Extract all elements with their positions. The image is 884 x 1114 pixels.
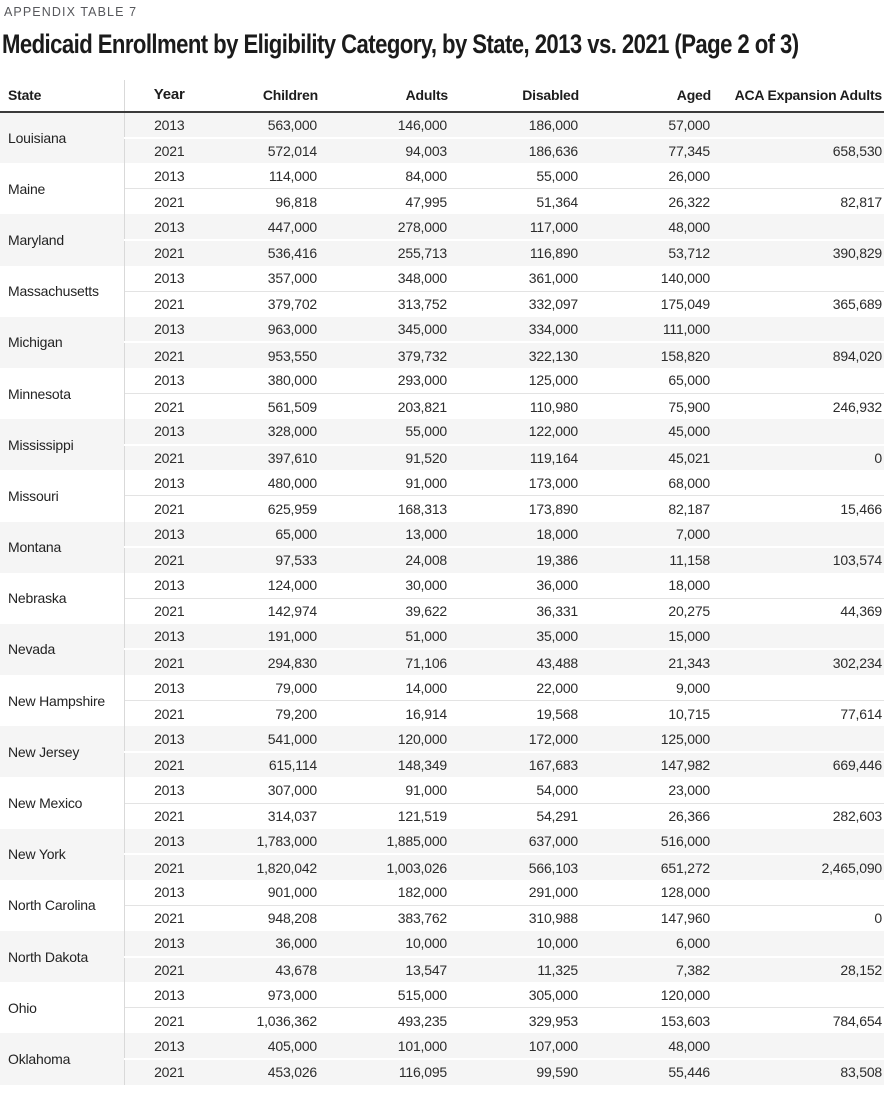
disabled-cell: 18,000 bbox=[448, 522, 579, 548]
year-cell: 2013 bbox=[124, 266, 214, 292]
year-cell: 2021 bbox=[124, 138, 214, 164]
aca-expansion-adults-cell: 77,614 bbox=[711, 701, 884, 727]
adults-cell: 348,000 bbox=[318, 266, 448, 292]
aca-expansion-adults-cell: 282,603 bbox=[711, 803, 884, 829]
disabled-cell: 173,890 bbox=[448, 496, 579, 522]
aca-expansion-adults-cell: 669,446 bbox=[711, 752, 884, 778]
state-cell: Massachusetts bbox=[0, 266, 124, 317]
adults-cell: 203,821 bbox=[318, 394, 448, 420]
aca-expansion-adults-cell: 28,152 bbox=[711, 957, 884, 983]
aged-cell: 11,158 bbox=[579, 547, 711, 573]
year-cell: 2021 bbox=[124, 547, 214, 573]
state-cell: Oklahoma bbox=[0, 1033, 124, 1084]
adults-cell: 91,000 bbox=[318, 777, 448, 803]
year-cell: 2013 bbox=[124, 624, 214, 650]
table-row bbox=[0, 342, 884, 368]
adults-cell: 148,349 bbox=[318, 752, 448, 778]
children-cell: 307,000 bbox=[214, 777, 318, 803]
year-cell: 2013 bbox=[124, 317, 214, 343]
disabled-cell: 107,000 bbox=[448, 1033, 579, 1059]
aca-expansion-adults-cell: 894,020 bbox=[711, 342, 884, 368]
state-cell: Nebraska bbox=[0, 573, 124, 624]
year-cell: 2013 bbox=[124, 1033, 214, 1059]
table-row bbox=[0, 214, 884, 240]
adults-cell: 51,000 bbox=[318, 624, 448, 650]
year-cell: 2021 bbox=[124, 854, 214, 880]
table-row bbox=[0, 880, 884, 906]
disabled-cell: 22,000 bbox=[448, 675, 579, 701]
table-row bbox=[0, 982, 884, 1008]
table-row bbox=[0, 291, 884, 317]
adults-cell: 379,732 bbox=[318, 342, 448, 368]
adults-cell: 255,713 bbox=[318, 240, 448, 266]
aca-expansion-adults-cell bbox=[711, 214, 884, 240]
table-header bbox=[0, 80, 884, 112]
state-cell: New York bbox=[0, 829, 124, 880]
adults-cell: 146,000 bbox=[318, 112, 448, 138]
year-cell: 2013 bbox=[124, 368, 214, 394]
column-header-aged: Aged bbox=[579, 80, 711, 112]
aca-expansion-adults-cell: 103,574 bbox=[711, 547, 884, 573]
children-cell: 536,416 bbox=[214, 240, 318, 266]
table-row bbox=[0, 854, 884, 880]
children-cell: 561,509 bbox=[214, 394, 318, 420]
aged-cell: 48,000 bbox=[579, 1033, 711, 1059]
year-cell: 2013 bbox=[124, 112, 214, 138]
state-cell: Nevada bbox=[0, 624, 124, 675]
disabled-cell: 110,980 bbox=[448, 394, 579, 420]
adults-cell: 182,000 bbox=[318, 880, 448, 906]
state-cell: Montana bbox=[0, 522, 124, 573]
children-cell: 963,000 bbox=[214, 317, 318, 343]
aged-cell: 75,900 bbox=[579, 394, 711, 420]
adults-cell: 1,885,000 bbox=[318, 829, 448, 855]
disabled-cell: 332,097 bbox=[448, 291, 579, 317]
aca-expansion-adults-cell bbox=[711, 777, 884, 803]
year-cell: 2013 bbox=[124, 726, 214, 752]
disabled-cell: 54,291 bbox=[448, 803, 579, 829]
table-row bbox=[0, 240, 884, 266]
year-cell: 2013 bbox=[124, 163, 214, 189]
adults-cell: 84,000 bbox=[318, 163, 448, 189]
appendix-table-label: APPENDIX TABLE 7 bbox=[4, 5, 138, 19]
children-cell: 480,000 bbox=[214, 470, 318, 496]
disabled-cell: 51,364 bbox=[448, 189, 579, 215]
year-cell: 2013 bbox=[124, 214, 214, 240]
year-cell: 2021 bbox=[124, 291, 214, 317]
state-cell: New Mexico bbox=[0, 777, 124, 828]
disabled-cell: 637,000 bbox=[448, 829, 579, 855]
aca-expansion-adults-cell bbox=[711, 880, 884, 906]
aged-cell: 21,343 bbox=[579, 649, 711, 675]
adults-cell: 30,000 bbox=[318, 573, 448, 599]
aged-cell: 18,000 bbox=[579, 573, 711, 599]
table-row bbox=[0, 726, 884, 752]
children-cell: 1,820,042 bbox=[214, 854, 318, 880]
aca-expansion-adults-cell bbox=[711, 1033, 884, 1059]
aged-cell: 147,960 bbox=[579, 905, 711, 931]
aged-cell: 175,049 bbox=[579, 291, 711, 317]
aged-cell: 23,000 bbox=[579, 777, 711, 803]
page-header bbox=[0, 0, 884, 59]
table-row bbox=[0, 163, 884, 189]
table-row bbox=[0, 957, 884, 983]
children-cell: 405,000 bbox=[214, 1033, 318, 1059]
aca-expansion-adults-cell bbox=[711, 829, 884, 855]
year-cell: 2021 bbox=[124, 905, 214, 931]
adults-cell: 116,095 bbox=[318, 1059, 448, 1085]
children-cell: 43,678 bbox=[214, 957, 318, 983]
disabled-cell: 119,164 bbox=[448, 445, 579, 471]
disabled-cell: 54,000 bbox=[448, 777, 579, 803]
aged-cell: 26,000 bbox=[579, 163, 711, 189]
year-cell: 2021 bbox=[124, 240, 214, 266]
aca-expansion-adults-cell bbox=[711, 163, 884, 189]
state-cell: North Carolina bbox=[0, 880, 124, 931]
year-cell: 2021 bbox=[124, 394, 214, 420]
table-row bbox=[0, 931, 884, 957]
aged-cell: 57,000 bbox=[579, 112, 711, 138]
table-row bbox=[0, 1033, 884, 1059]
aged-cell: 7,000 bbox=[579, 522, 711, 548]
adults-cell: 10,000 bbox=[318, 931, 448, 957]
table-row bbox=[0, 368, 884, 394]
children-cell: 124,000 bbox=[214, 573, 318, 599]
aged-cell: 140,000 bbox=[579, 266, 711, 292]
aged-cell: 7,382 bbox=[579, 957, 711, 983]
children-cell: 1,036,362 bbox=[214, 1008, 318, 1034]
adults-cell: 293,000 bbox=[318, 368, 448, 394]
table-row bbox=[0, 445, 884, 471]
children-cell: 948,208 bbox=[214, 905, 318, 931]
aca-expansion-adults-cell: 246,932 bbox=[711, 394, 884, 420]
table-row bbox=[0, 317, 884, 343]
table-row bbox=[0, 1059, 884, 1085]
children-cell: 572,014 bbox=[214, 138, 318, 164]
year-cell: 2021 bbox=[124, 598, 214, 624]
children-cell: 314,037 bbox=[214, 803, 318, 829]
aged-cell: 120,000 bbox=[579, 982, 711, 1008]
aged-cell: 53,712 bbox=[579, 240, 711, 266]
aged-cell: 111,000 bbox=[579, 317, 711, 343]
adults-cell: 383,762 bbox=[318, 905, 448, 931]
year-cell: 2013 bbox=[124, 829, 214, 855]
state-cell: Michigan bbox=[0, 317, 124, 368]
adults-cell: 91,000 bbox=[318, 470, 448, 496]
year-cell: 2013 bbox=[124, 982, 214, 1008]
state-cell: North Dakota bbox=[0, 931, 124, 982]
aca-expansion-adults-cell bbox=[711, 675, 884, 701]
disabled-cell: 173,000 bbox=[448, 470, 579, 496]
column-header-adults: Adults bbox=[318, 80, 448, 112]
aca-expansion-adults-cell: 365,689 bbox=[711, 291, 884, 317]
children-cell: 447,000 bbox=[214, 214, 318, 240]
disabled-cell: 35,000 bbox=[448, 624, 579, 650]
aged-cell: 158,820 bbox=[579, 342, 711, 368]
aged-cell: 45,021 bbox=[579, 445, 711, 471]
children-cell: 114,000 bbox=[214, 163, 318, 189]
table-row bbox=[0, 189, 884, 215]
table-row bbox=[0, 624, 884, 650]
year-cell: 2013 bbox=[124, 573, 214, 599]
table-row bbox=[0, 573, 884, 599]
children-cell: 541,000 bbox=[214, 726, 318, 752]
adults-cell: 39,622 bbox=[318, 598, 448, 624]
aca-expansion-adults-cell bbox=[711, 112, 884, 138]
table-row bbox=[0, 419, 884, 445]
table-row bbox=[0, 701, 884, 727]
table-row bbox=[0, 547, 884, 573]
disabled-cell: 361,000 bbox=[448, 266, 579, 292]
disabled-cell: 43,488 bbox=[448, 649, 579, 675]
column-header-children: Children bbox=[214, 80, 318, 112]
disabled-cell: 167,683 bbox=[448, 752, 579, 778]
children-cell: 453,026 bbox=[214, 1059, 318, 1085]
table-row bbox=[0, 803, 884, 829]
disabled-cell: 36,000 bbox=[448, 573, 579, 599]
year-cell: 2021 bbox=[124, 496, 214, 522]
disabled-cell: 172,000 bbox=[448, 726, 579, 752]
aca-expansion-adults-cell: 0 bbox=[711, 905, 884, 931]
state-cell: Missouri bbox=[0, 470, 124, 521]
year-cell: 2021 bbox=[124, 342, 214, 368]
children-cell: 65,000 bbox=[214, 522, 318, 548]
state-cell: Mississippi bbox=[0, 419, 124, 470]
year-cell: 2013 bbox=[124, 470, 214, 496]
disabled-cell: 329,953 bbox=[448, 1008, 579, 1034]
table-row bbox=[0, 470, 884, 496]
adults-cell: 24,008 bbox=[318, 547, 448, 573]
aca-expansion-adults-cell bbox=[711, 982, 884, 1008]
disabled-cell: 334,000 bbox=[448, 317, 579, 343]
year-cell: 2013 bbox=[124, 777, 214, 803]
aca-expansion-adults-cell bbox=[711, 368, 884, 394]
header-row bbox=[0, 80, 884, 112]
year-cell: 2021 bbox=[124, 189, 214, 215]
aged-cell: 9,000 bbox=[579, 675, 711, 701]
adults-cell: 13,547 bbox=[318, 957, 448, 983]
adults-cell: 55,000 bbox=[318, 419, 448, 445]
disabled-cell: 291,000 bbox=[448, 880, 579, 906]
aged-cell: 68,000 bbox=[579, 470, 711, 496]
disabled-cell: 125,000 bbox=[448, 368, 579, 394]
adults-cell: 493,235 bbox=[318, 1008, 448, 1034]
table-row bbox=[0, 394, 884, 420]
disabled-cell: 322,130 bbox=[448, 342, 579, 368]
children-cell: 380,000 bbox=[214, 368, 318, 394]
adults-cell: 515,000 bbox=[318, 982, 448, 1008]
table-body bbox=[0, 112, 884, 1085]
children-cell: 79,200 bbox=[214, 701, 318, 727]
aged-cell: 48,000 bbox=[579, 214, 711, 240]
aged-cell: 82,187 bbox=[579, 496, 711, 522]
aged-cell: 15,000 bbox=[579, 624, 711, 650]
table-row bbox=[0, 266, 884, 292]
disabled-cell: 116,890 bbox=[448, 240, 579, 266]
table-row bbox=[0, 138, 884, 164]
aged-cell: 147,982 bbox=[579, 752, 711, 778]
children-cell: 397,610 bbox=[214, 445, 318, 471]
year-cell: 2013 bbox=[124, 880, 214, 906]
adults-cell: 313,752 bbox=[318, 291, 448, 317]
disabled-cell: 566,103 bbox=[448, 854, 579, 880]
children-cell: 357,000 bbox=[214, 266, 318, 292]
children-cell: 563,000 bbox=[214, 112, 318, 138]
disabled-cell: 19,568 bbox=[448, 701, 579, 727]
adults-cell: 14,000 bbox=[318, 675, 448, 701]
year-cell: 2021 bbox=[124, 1008, 214, 1034]
adults-cell: 71,106 bbox=[318, 649, 448, 675]
year-cell: 2021 bbox=[124, 803, 214, 829]
children-cell: 191,000 bbox=[214, 624, 318, 650]
table-row bbox=[0, 752, 884, 778]
aca-expansion-adults-cell: 44,369 bbox=[711, 598, 884, 624]
year-cell: 2021 bbox=[124, 1059, 214, 1085]
children-cell: 625,959 bbox=[214, 496, 318, 522]
aged-cell: 516,000 bbox=[579, 829, 711, 855]
children-cell: 96,818 bbox=[214, 189, 318, 215]
table-row bbox=[0, 905, 884, 931]
adults-cell: 101,000 bbox=[318, 1033, 448, 1059]
aged-cell: 77,345 bbox=[579, 138, 711, 164]
state-cell: Ohio bbox=[0, 982, 124, 1033]
table-row bbox=[0, 598, 884, 624]
aged-cell: 55,446 bbox=[579, 1059, 711, 1085]
aged-cell: 20,275 bbox=[579, 598, 711, 624]
aca-expansion-adults-cell: 2,465,090 bbox=[711, 854, 884, 880]
adults-cell: 278,000 bbox=[318, 214, 448, 240]
table-row bbox=[0, 496, 884, 522]
column-header-aca-expansion-adults: ACA Expansion Adults bbox=[711, 80, 884, 112]
state-cell: Maryland bbox=[0, 214, 124, 265]
adults-cell: 16,914 bbox=[318, 701, 448, 727]
year-cell: 2021 bbox=[124, 752, 214, 778]
disabled-cell: 186,636 bbox=[448, 138, 579, 164]
aca-expansion-adults-cell: 390,829 bbox=[711, 240, 884, 266]
state-cell: Louisiana bbox=[0, 112, 124, 163]
aca-expansion-adults-cell: 83,508 bbox=[711, 1059, 884, 1085]
aca-expansion-adults-cell: 302,234 bbox=[711, 649, 884, 675]
adults-cell: 120,000 bbox=[318, 726, 448, 752]
disabled-cell: 11,325 bbox=[448, 957, 579, 983]
aca-expansion-adults-cell bbox=[711, 624, 884, 650]
year-cell: 2021 bbox=[124, 701, 214, 727]
aca-expansion-adults-cell bbox=[711, 266, 884, 292]
disabled-cell: 305,000 bbox=[448, 982, 579, 1008]
aged-cell: 128,000 bbox=[579, 880, 711, 906]
aca-expansion-adults-cell bbox=[711, 317, 884, 343]
adults-cell: 13,000 bbox=[318, 522, 448, 548]
disabled-cell: 10,000 bbox=[448, 931, 579, 957]
aca-expansion-adults-cell: 658,530 bbox=[711, 138, 884, 164]
adults-cell: 91,520 bbox=[318, 445, 448, 471]
adults-cell: 94,003 bbox=[318, 138, 448, 164]
aca-expansion-adults-cell: 0 bbox=[711, 445, 884, 471]
children-cell: 97,533 bbox=[214, 547, 318, 573]
column-header-year: Year bbox=[124, 80, 214, 112]
year-cell: 2021 bbox=[124, 445, 214, 471]
year-cell: 2013 bbox=[124, 931, 214, 957]
year-cell: 2021 bbox=[124, 957, 214, 983]
adults-cell: 345,000 bbox=[318, 317, 448, 343]
disabled-cell: 117,000 bbox=[448, 214, 579, 240]
aca-expansion-adults-cell bbox=[711, 573, 884, 599]
children-cell: 615,114 bbox=[214, 752, 318, 778]
disabled-cell: 186,000 bbox=[448, 112, 579, 138]
children-cell: 79,000 bbox=[214, 675, 318, 701]
aca-expansion-adults-cell bbox=[711, 470, 884, 496]
disabled-cell: 122,000 bbox=[448, 419, 579, 445]
aca-expansion-adults-cell: 784,654 bbox=[711, 1008, 884, 1034]
children-cell: 142,974 bbox=[214, 598, 318, 624]
aged-cell: 651,272 bbox=[579, 854, 711, 880]
table-row bbox=[0, 777, 884, 803]
children-cell: 379,702 bbox=[214, 291, 318, 317]
state-cell: New Hampshire bbox=[0, 675, 124, 726]
children-cell: 36,000 bbox=[214, 931, 318, 957]
adults-cell: 1,003,026 bbox=[318, 854, 448, 880]
aca-expansion-adults-cell: 15,466 bbox=[711, 496, 884, 522]
aca-expansion-adults-cell bbox=[711, 726, 884, 752]
children-cell: 328,000 bbox=[214, 419, 318, 445]
year-cell: 2013 bbox=[124, 522, 214, 548]
adults-cell: 121,519 bbox=[318, 803, 448, 829]
aged-cell: 125,000 bbox=[579, 726, 711, 752]
year-cell: 2013 bbox=[124, 419, 214, 445]
disabled-cell: 36,331 bbox=[448, 598, 579, 624]
aca-expansion-adults-cell bbox=[711, 522, 884, 548]
disabled-cell: 99,590 bbox=[448, 1059, 579, 1085]
aged-cell: 26,322 bbox=[579, 189, 711, 215]
aca-expansion-adults-cell bbox=[711, 419, 884, 445]
aged-cell: 26,366 bbox=[579, 803, 711, 829]
adults-cell: 47,995 bbox=[318, 189, 448, 215]
column-header-disabled: Disabled bbox=[448, 80, 579, 112]
aged-cell: 6,000 bbox=[579, 931, 711, 957]
year-cell: 2021 bbox=[124, 649, 214, 675]
disabled-cell: 310,988 bbox=[448, 905, 579, 931]
table-row bbox=[0, 675, 884, 701]
aged-cell: 45,000 bbox=[579, 419, 711, 445]
table-row bbox=[0, 112, 884, 138]
year-cell: 2013 bbox=[124, 675, 214, 701]
children-cell: 973,000 bbox=[214, 982, 318, 1008]
aca-expansion-adults-cell bbox=[711, 931, 884, 957]
table-row bbox=[0, 1008, 884, 1034]
children-cell: 901,000 bbox=[214, 880, 318, 906]
table-row bbox=[0, 649, 884, 675]
disabled-cell: 19,386 bbox=[448, 547, 579, 573]
enrollment-table bbox=[0, 80, 884, 1085]
disabled-cell: 55,000 bbox=[448, 163, 579, 189]
children-cell: 1,783,000 bbox=[214, 829, 318, 855]
column-header-state: State bbox=[0, 80, 124, 112]
page-title: Medicaid Enrollment by Eligibility Category, by State, 2013 vs. 2021 (Page 2 of 3) bbox=[2, 29, 799, 59]
state-cell: Maine bbox=[0, 163, 124, 214]
aged-cell: 10,715 bbox=[579, 701, 711, 727]
aged-cell: 65,000 bbox=[579, 368, 711, 394]
adults-cell: 168,313 bbox=[318, 496, 448, 522]
table-row bbox=[0, 829, 884, 855]
aged-cell: 153,603 bbox=[579, 1008, 711, 1034]
aca-expansion-adults-cell: 82,817 bbox=[711, 189, 884, 215]
children-cell: 294,830 bbox=[214, 649, 318, 675]
table-row bbox=[0, 522, 884, 548]
state-cell: New Jersey bbox=[0, 726, 124, 777]
children-cell: 953,550 bbox=[214, 342, 318, 368]
state-cell: Minnesota bbox=[0, 368, 124, 419]
